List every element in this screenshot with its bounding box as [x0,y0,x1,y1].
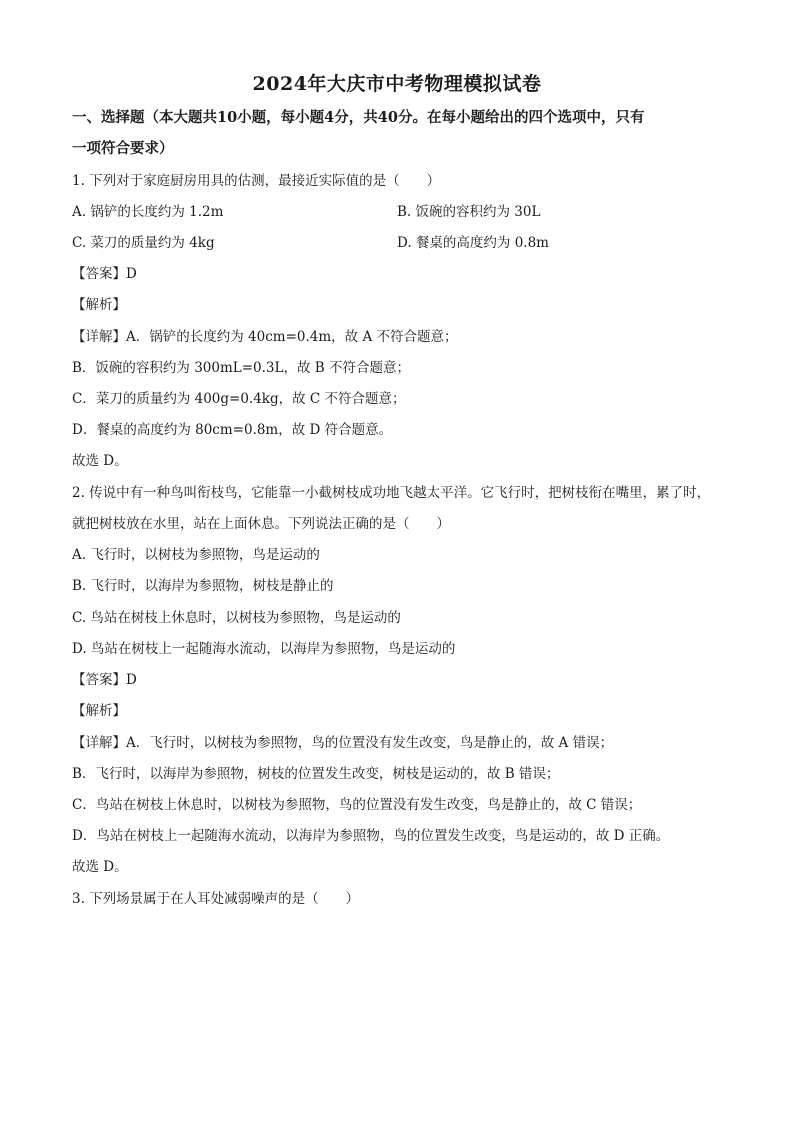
q2-option-a: A. 飞行时，以树枝为参照物，鸟是运动的 [72,547,320,563]
q1-stem: 1. 下列对于家庭厨房用具的估测，最接近实际值的是（ ） [72,173,441,189]
q1-conclusion: 故选 D。 [72,453,128,469]
q1-analysis-label: 【解析】 [72,297,126,313]
q2-detail-d: D．鸟站在树枝上一起随海水流动，以海岸为参照物，鸟的位置发生改变，鸟是运动的，故 D 正确。 [72,828,670,844]
q2-option-d: D. 鸟站在树枝上一起随海水流动，以海岸为参照物，鸟是运动的 [72,641,456,657]
q2-stem-line2: 就把树枝放在水里，站在上面休息。下列说法正确的是（ ） [72,516,450,532]
q2-analysis-label: 【解析】 [72,703,126,719]
q1-detail-c: C．菜刀的质量约为 400g=0.4kg，故 C 不符合题意； [72,391,406,407]
q2-detail-b: B．飞行时，以海岸为参照物，树枝的位置发生改变，树枝是运动的，故 B 错误； [72,766,560,782]
q1-detail-d: D．餐桌的高度约为 80cm=0.8m，故 D 符合题意。 [72,422,393,438]
q2-detail-c: C．鸟站在树枝上休息时，以树枝为参照物，鸟的位置没有发生改变，鸟是静止的，故 C 错误； [72,797,642,813]
q1-option-b: B. 饭碗的容积约为 30L [397,204,541,220]
q2-option-b: B. 飞行时，以海岸为参照物，树枝是静止的 [72,578,334,594]
q2-stem-line1: 2. 传说中有一种鸟叫衔枝鸟，它能靠一小截树枝成功地飞越太平洋。它飞行时，把树枝衔在嘴里，累了时， [72,485,711,501]
section-heading-line2: 一项符合要求） [72,140,174,157]
q2-conclusion: 故选 D。 [72,859,128,875]
q2-option-c: C. 鸟站在树枝上休息时，以树枝为参照物，鸟是运动的 [72,610,401,626]
q1-answer: 【答案】D [72,266,137,282]
page-title: 2024年大庆市中考物理模拟试卷 [252,73,542,95]
q3-stem: 3. 下列场景属于在人耳处减弱噪声的是（ ） [72,891,360,907]
q1-option-d: D. 餐桌的高度约为 0.8m [397,235,549,251]
q1-detail-b: B．饭碗的容积约为 300mL=0.3L，故 B 不符合题意； [72,360,410,376]
section-heading-line1: 一、选择题（本大题共10小题，每小题4分，共40分。在每小题给出的四个选项中，只有 [72,109,645,126]
q2-answer: 【答案】D [72,672,137,688]
q1-option-c: C. 菜刀的质量约为 4kg [72,235,215,251]
q1-option-a: A. 锅铲的长度约为 1.2m [72,204,224,220]
q1-detail-a: 【详解】A．锅铲的长度约为 40cm=0.4m，故 A 不符合题意； [72,329,458,345]
q2-detail-a: 【详解】A．飞行时，以树枝为参照物，鸟的位置没有发生改变，鸟是静止的，故 A 错误； [72,735,614,751]
